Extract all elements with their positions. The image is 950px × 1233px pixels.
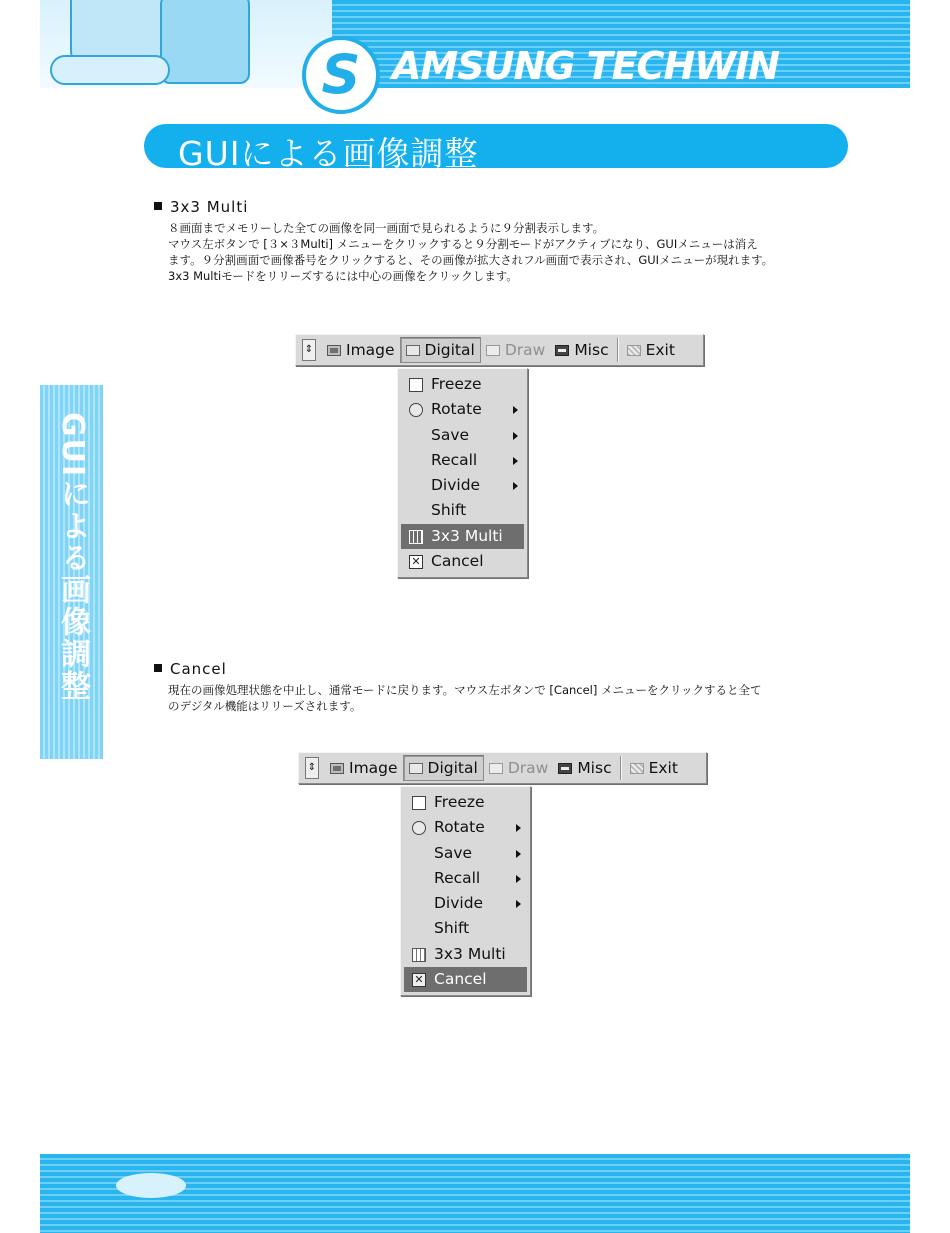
- menu-image[interactable]: [322, 337, 400, 363]
- grid-icon: [409, 530, 423, 544]
- digital-dropdown-2: [400, 786, 531, 996]
- body-line: ８画面までメモリーした全ての画像を同一画面で見られるように９分割表示します。: [168, 221, 605, 235]
- menu-label: Digital: [424, 341, 475, 359]
- section-heading-text: 3x3 Multi: [170, 198, 249, 216]
- digital-icon: [406, 345, 420, 356]
- radio-icon: [412, 821, 426, 835]
- header-camera-image: [40, 0, 332, 88]
- item-label: Shift: [431, 501, 467, 520]
- exit-icon: [627, 345, 641, 356]
- item-label: 3x3 Multi: [434, 944, 506, 963]
- draw-icon: [486, 345, 500, 356]
- side-tab-label: GUIによる画像調整: [55, 412, 90, 703]
- menu-exit[interactable]: [622, 337, 680, 363]
- menu-item-cancel[interactable]: [404, 967, 527, 992]
- item-label: Freeze: [434, 793, 485, 811]
- checkbox-icon: [409, 378, 423, 392]
- menu-item-3x3-multi[interactable]: [401, 524, 524, 549]
- body-line: のデジタル機能はリリーズされます。: [168, 699, 362, 713]
- menu-separator: [620, 756, 622, 780]
- menu-draw[interactable]: [481, 337, 550, 363]
- gui-menubar-1: [295, 334, 704, 366]
- menu-label: Exit: [648, 759, 678, 777]
- menu-item-cancel[interactable]: [401, 549, 524, 574]
- menu-draw[interactable]: [484, 755, 553, 781]
- digital-dropdown-1: [397, 368, 528, 578]
- menu-label: Exit: [645, 341, 675, 359]
- grip-icon[interactable]: ⇕: [302, 339, 316, 361]
- item-label: Save: [434, 843, 473, 862]
- body-line: ます。９分割画面で画像番号をクリックすると、その画像が拡大されフル画面で表示され、GUIメニューが現れます。: [168, 253, 774, 267]
- exit-icon: [630, 763, 644, 774]
- item-label: Cancel: [431, 552, 484, 571]
- section-body-cancel: [168, 682, 868, 714]
- image-icon: [327, 345, 341, 356]
- menu-digital[interactable]: [400, 337, 481, 363]
- menu-item-3x3-multi[interactable]: [404, 942, 527, 967]
- menu-label: Draw: [504, 341, 546, 359]
- samsung-logo-s: S: [302, 36, 380, 114]
- draw-icon: [489, 763, 503, 774]
- camera-base-shape: [50, 55, 170, 85]
- item-label: Recall: [434, 868, 481, 887]
- item-label: Divide: [431, 476, 481, 495]
- digital-icon: [409, 763, 423, 774]
- bullet-icon: [154, 202, 162, 210]
- item-label: Divide: [434, 894, 484, 913]
- item-label: Recall: [431, 450, 478, 469]
- checkbox-icon: [412, 796, 426, 810]
- menu-item-save[interactable]: [404, 841, 527, 866]
- grid-icon: [412, 948, 426, 962]
- misc-icon: [555, 345, 569, 356]
- item-label: Save: [431, 425, 470, 444]
- submenu-arrow-icon: [513, 457, 518, 465]
- menu-item-shift[interactable]: [404, 916, 527, 941]
- misc-icon: [558, 763, 572, 774]
- item-label: Rotate: [431, 400, 482, 419]
- body-line: 現在の画像処理状態を中止し、通常モードに戻ります。マウス左ボタンで [Cancel] メニューをクリックすると全て: [168, 683, 762, 697]
- submenu-arrow-icon: [513, 432, 518, 440]
- submenu-arrow-icon: [516, 824, 521, 832]
- item-label: 3x3 Multi: [431, 526, 503, 545]
- menu-label: Draw: [507, 759, 549, 777]
- menu-misc[interactable]: [550, 337, 613, 363]
- menu-item-freeze[interactable]: [404, 790, 527, 815]
- cancel-icon: ✕: [409, 555, 423, 569]
- gui-menubar-2: [298, 752, 707, 784]
- submenu-arrow-icon: [516, 900, 521, 908]
- menu-label: Image: [346, 341, 395, 359]
- menu-digital[interactable]: [403, 755, 484, 781]
- menu-label: Image: [349, 759, 398, 777]
- menu-item-divide[interactable]: [401, 473, 524, 498]
- page-title: GUIによる画像調整: [178, 134, 479, 173]
- menu-label: Misc: [577, 759, 612, 777]
- menu-item-rotate[interactable]: [401, 397, 524, 422]
- menu-item-recall[interactable]: [404, 866, 527, 891]
- menu-item-divide[interactable]: [404, 891, 527, 916]
- section-heading-cancel: [154, 660, 227, 678]
- camera-head-shape: [160, 0, 250, 84]
- item-label: Cancel: [434, 970, 487, 989]
- menu-misc[interactable]: [553, 755, 616, 781]
- menu-separator: [617, 338, 619, 362]
- submenu-arrow-icon: [516, 875, 521, 883]
- submenu-arrow-icon: [516, 850, 521, 858]
- menu-image[interactable]: [325, 755, 403, 781]
- radio-icon: [409, 403, 423, 417]
- item-label: Freeze: [431, 375, 482, 393]
- submenu-arrow-icon: [513, 406, 518, 414]
- item-label: Shift: [434, 919, 470, 938]
- section-heading-text: Cancel: [170, 660, 227, 678]
- submenu-arrow-icon: [513, 482, 518, 490]
- item-label: Rotate: [434, 818, 485, 837]
- menu-exit[interactable]: [625, 755, 683, 781]
- menu-label: Digital: [427, 759, 478, 777]
- page-number-oval: [116, 1173, 186, 1198]
- cancel-icon: ✕: [412, 973, 426, 987]
- grip-icon[interactable]: ⇕: [305, 757, 319, 779]
- menu-item-recall[interactable]: [401, 448, 524, 473]
- section-heading-3x3: [154, 198, 248, 216]
- brand-name: AMSUNG TECHWIN: [392, 44, 780, 88]
- bullet-icon: [154, 664, 162, 672]
- menu-item-save[interactable]: [401, 423, 524, 448]
- section-body-3x3: [168, 220, 868, 284]
- menu-label: Misc: [574, 341, 609, 359]
- body-line: マウス左ボタンで [３×３Multi] メニューをクリックすると９分割モードがアクティブになり、GUIメニューは消え: [168, 237, 758, 251]
- menu-item-shift[interactable]: [401, 498, 524, 523]
- menu-item-freeze[interactable]: [401, 372, 524, 397]
- image-icon: [330, 763, 344, 774]
- menu-item-rotate[interactable]: [404, 815, 527, 840]
- body-line: 3x3 Multiモードをリリーズするには中心の画像をクリックします。: [168, 269, 518, 283]
